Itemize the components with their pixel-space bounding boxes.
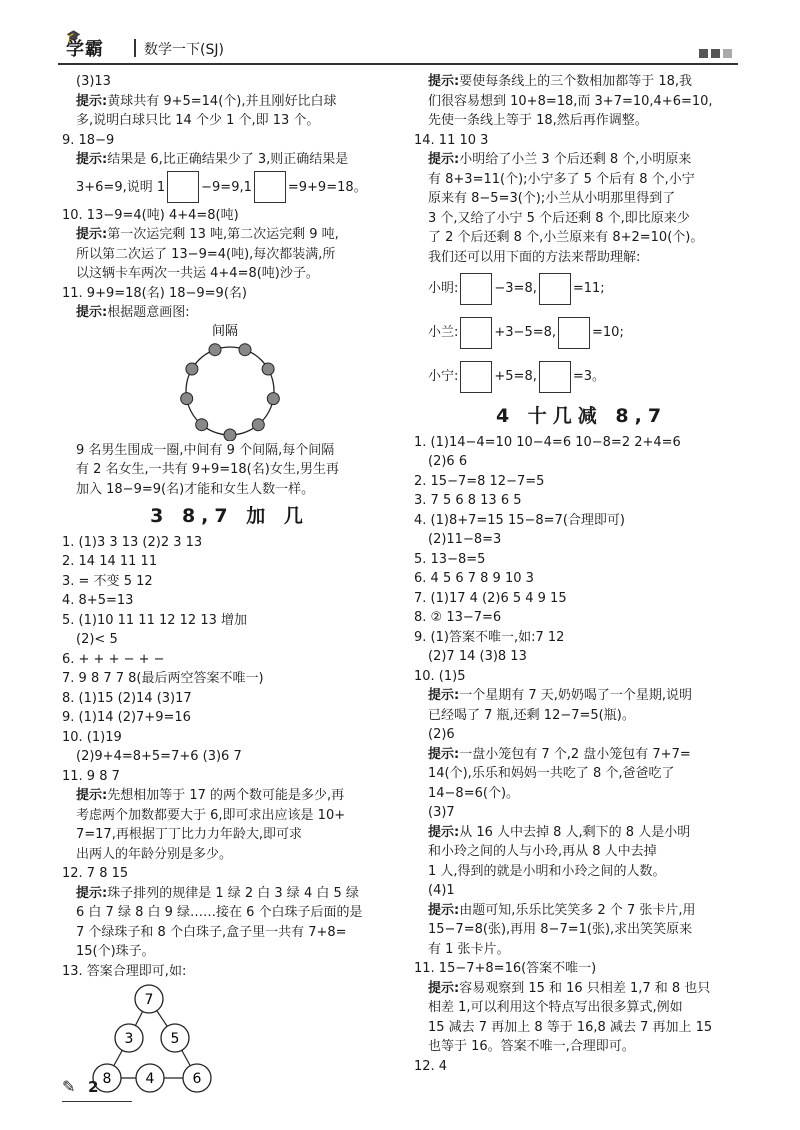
answer-line: 3. = 不变 5 12: [62, 573, 153, 589]
text-line: 加入 18−9=9(名)才能和女生人数一样。: [76, 481, 315, 497]
answer-line: 12. 4: [414, 1058, 448, 1074]
text-line: 有 2 名女生,一共有 9+9=18(名)女生,男生再: [76, 462, 339, 477]
answer-line: 9. (1)答案不唯一,如:7 12: [414, 629, 565, 645]
answer-line: 2. 14 14 11 11: [62, 554, 158, 569]
equation-text: −3=8,: [494, 281, 537, 296]
answer-line: 10. (1)19: [62, 729, 122, 745]
graduation-cap-icon: 🎓: [66, 29, 81, 43]
section-title: 4 十几减 8,7: [495, 405, 668, 427]
hint-label: 提示:: [76, 93, 108, 109]
hint-text: 们很容易想到 10+8=18,而 3+7=10,4+6=10,: [428, 93, 713, 109]
hint-text: −9=9,1: [201, 179, 252, 195]
blank-box: [460, 361, 492, 393]
hint-line: [62, 786, 397, 806]
hint-text: 6 白 7 绿 8 白 9 绿……接在 6 个白珠子后面的是: [76, 905, 363, 920]
hint-line: [414, 72, 749, 92]
hint-text: 1 人,得到的就是小明和小玲之间的人数。: [428, 863, 666, 879]
equation-text: =10;: [592, 325, 624, 340]
blank-box: [460, 317, 492, 349]
hint-line: [414, 150, 749, 170]
hint-text: 3 个,又给了小宁 5 个后还剩 8 个,即比原来少: [428, 210, 690, 226]
answer-line: (2)7 14 (3)8 13: [428, 649, 527, 664]
boy-dot: [196, 418, 208, 430]
boy-dot: [252, 418, 264, 430]
square-icon: [711, 49, 720, 58]
hint-text: 结果是 6,比正确结果少了 3,则正确结果是: [107, 152, 349, 167]
answer-line: 11. 9+9=18(名) 18−9=9(名): [62, 285, 247, 301]
answer-line: 4. (1)8+7=15 15−8=7(合理即可): [414, 512, 625, 528]
hint-text: 相差 1,可以利用这个特点写出很多算式,例如: [428, 1000, 683, 1015]
hint-label: 提示:: [76, 885, 108, 901]
hint-line: [62, 225, 397, 245]
hint-label: 提示:: [428, 688, 460, 703]
hint-label: 提示:: [428, 824, 460, 840]
pencil-icon: ✎: [62, 1077, 76, 1096]
answer-line: (3)7: [428, 805, 455, 820]
blank-box: [460, 273, 492, 305]
hint-text: 根据题意画图:: [107, 305, 190, 320]
answer-line: (2)6 6: [428, 454, 468, 469]
hint-line: [62, 303, 397, 323]
answer-line: 1. (1)3 3 13 (2)2 3 13: [62, 534, 203, 550]
boy-dot: [224, 429, 236, 441]
equation-label: 小明:: [428, 281, 459, 296]
boy-dot: [181, 392, 193, 404]
hint-text: 出两人的年龄分别是多少。: [76, 846, 233, 862]
hint-text: 先使一条线上等于 18,然后再作调整。: [428, 113, 648, 128]
answer-line: 13. 答案合理即可,如:: [62, 963, 187, 979]
hint-text: 小明给了小兰 3 个后还剩 8 个,小明原来: [459, 152, 692, 167]
answer-line: 1. (1)14−4=10 10−4=6 10−8=2 2+4=6: [414, 434, 681, 450]
equation-text: +5=8,: [494, 369, 537, 384]
svg-text:6: 6: [192, 1071, 202, 1087]
equation-label: 小宁:: [428, 369, 459, 384]
answer-line: 12. 7 8 15: [62, 866, 129, 881]
hint-line: [62, 92, 397, 112]
hint-text: 14(个),乐乐和妈妈一共吃了 8 个,爸爸吃了: [428, 766, 675, 781]
box-equation: [414, 355, 749, 399]
answer-line: 9. 18−9: [62, 132, 115, 148]
blank-box: [558, 317, 590, 349]
blank-box: [539, 361, 571, 393]
hint-box-line: [62, 170, 397, 206]
boy-dot: [262, 363, 274, 375]
hint-text: 也等于 16。答案不唯一,合理即可。: [428, 1039, 635, 1054]
hint-text: 我们还可以用下面的方法来帮助理解:: [428, 249, 641, 265]
hint-text: 容易观察到 15 和 16 只相差 1,7 和 8 也只: [459, 980, 711, 996]
hint-text: 有 8+3=11(个);小宁多了 5 个后有 8 个,小宁: [428, 171, 695, 187]
answer-line: 7. (1)17 4 (2)6 5 4 9 15: [414, 590, 567, 606]
boy-dots: [181, 343, 280, 440]
answer-line: 11. 9 8 7: [62, 768, 120, 784]
hint-line: [62, 884, 397, 904]
node-mid-left: [115, 1024, 143, 1052]
hint-line: [414, 745, 749, 765]
right-column: [414, 72, 749, 1076]
box-equation: [414, 267, 749, 311]
answer-line: 3. 7 5 6 8 13 6 5: [414, 493, 522, 508]
hint-text: 先想相加等于 17 的两个数可能是多少,再: [107, 788, 345, 803]
hint-line: [414, 979, 749, 999]
hint-line: [414, 823, 749, 843]
hint-text: 多,说明白球只比 14 个少 1 个,即 13 个。: [76, 113, 320, 128]
hint-text: 珠子排列的规律是 1 绿 2 白 3 绿 4 白 5 绿: [107, 885, 359, 901]
square-icon: [699, 49, 708, 58]
equation-label: 小兰:: [428, 325, 459, 340]
answer-line: 5. 13−8=5: [414, 551, 486, 567]
hint-label: 提示:: [428, 74, 460, 89]
answer-line: (4)1: [428, 883, 455, 898]
answer-line: 10. (1)5: [414, 668, 466, 684]
hint-text: 一个星期有 7 天,奶奶喝了一个星期,说明: [459, 688, 693, 703]
text-line: 9 名男生围成一圈,中间有 9 个间隔,每个间隔: [76, 442, 335, 458]
hint-text: 由题可知,乐乐比笑笑多 2 个 7 张卡片,用: [459, 902, 696, 918]
page-footer: [62, 1077, 142, 1101]
hint-label: 提示:: [428, 980, 460, 996]
hint-text: 15(个)珠子。: [76, 944, 155, 959]
hint-label: 提示:: [428, 902, 460, 918]
hint-text: 15−7=8(张),再用 8−7=1(张),求出笑笑原来: [428, 922, 693, 937]
figure-label: 间隔: [211, 323, 239, 339]
svg-text:5: 5: [170, 1031, 180, 1047]
header-divider: [134, 39, 136, 57]
answer-line: 8. (1)15 (2)14 (3)17: [62, 690, 192, 706]
blank-box: [254, 171, 286, 203]
box-equation: [414, 311, 749, 355]
left-column: [62, 72, 397, 1111]
hint-label: 提示:: [76, 788, 108, 803]
square-icon: [723, 49, 732, 58]
equation-text: =3。: [572, 369, 606, 384]
hint-text: 7=17,再根据丁丁比力力年龄大,即可求: [76, 827, 302, 842]
svg-text:4: 4: [145, 1071, 155, 1087]
header-squares: [696, 43, 732, 62]
hint-text: 15 减去 7 再加上 8 等于 16,8 减去 7 再加上 15: [428, 1019, 713, 1035]
answer-line: 11. 15−7+8=16(答案不唯一): [414, 961, 597, 976]
hint-text: 已经喝了 7 瓶,还剩 12−7=5(瓶)。: [428, 707, 635, 723]
hint-text: 黄球共有 9+5=14(个),并且刚好比白球: [107, 93, 337, 109]
answer-line: (2)6: [428, 727, 455, 742]
hint-line: [414, 901, 749, 921]
hint-text: 14−8=6(个)。: [428, 785, 520, 801]
answer-line: 6. 4 5 6 7 8 9 10 3: [414, 571, 534, 586]
hint-text: 所以第二次运了 13−9=4(吨),每次都装满,所: [76, 246, 336, 262]
boy-dot: [186, 363, 198, 375]
svg-text:7: 7: [144, 992, 154, 1008]
answer-line: 10. 13−9=4(吨) 4+4=8(吨): [62, 207, 239, 223]
subject-title: 数学一下(SJ): [144, 42, 224, 58]
circle-diagram: [62, 323, 397, 441]
hint-text: 以这辆卡车两次一共运 4+4=8(吨)沙子。: [76, 266, 319, 281]
node-bottom-right: [183, 1064, 211, 1092]
equation-text: +3−5=8,: [494, 325, 557, 340]
circle-figure: [62, 323, 397, 441]
header-rule: [58, 63, 738, 65]
page-header: [58, 29, 738, 65]
hint-text: 要使每条线上的三个数相加都等于 18,我: [459, 74, 693, 89]
hint-text: 了 2 个后还剩 8 个,小兰原来有 8+2=10(个)。: [428, 230, 704, 245]
answer-line: 8. ② 13−7=6: [414, 610, 502, 625]
hint-text: 3+6=9,说明 1: [76, 179, 166, 195]
node-mid-right: [161, 1024, 189, 1052]
brand-logo: 学霸: [66, 39, 104, 60]
hint-label: 提示:: [76, 305, 108, 320]
hint-text: 有 1 张卡片。: [428, 941, 510, 957]
hint-text: 从 16 人中去掉 8 人,剩下的 8 人是小明: [459, 824, 691, 840]
hint-text: =9+9=18。: [287, 179, 367, 195]
equation-text: =11;: [572, 281, 605, 296]
hint-text: 原来有 8−5=3(个);小兰从小明那里得到了: [428, 191, 676, 206]
svg-text:3: 3: [124, 1031, 134, 1047]
answer-line: (2)11−8=3: [428, 532, 502, 547]
answer-line: (2)9+4=8+5=7+6 (3)6 7: [76, 749, 242, 764]
answer-line: 2. 15−7=8 12−7=5: [414, 473, 545, 489]
boy-dot: [209, 343, 221, 355]
hint-text: 一盘小笼包有 7 个,2 盘小笼包有 7+7=: [459, 746, 691, 762]
boy-dot: [267, 392, 279, 404]
hint-line: [414, 686, 749, 706]
footer-rule: [62, 1101, 132, 1102]
hint-text: 7 个绿珠子和 8 个白珠子,盒子里一共有 7+8=: [76, 924, 347, 940]
svg-text:8: 8: [102, 1071, 112, 1087]
section-title: 3 8,7 加 几: [150, 505, 309, 527]
hint-label: 提示:: [428, 746, 460, 762]
hint-text: 第一次运完剩 13 吨,第二次运完剩 9 吨,: [107, 227, 339, 242]
answer-line: 6. + + + − + −: [62, 651, 165, 667]
blank-box: [167, 171, 199, 203]
blank-box: [539, 273, 571, 305]
hint-text: 考虑两个加数都要大于 6,即可求出应该是 10+: [76, 807, 346, 823]
hint-label: 提示:: [76, 227, 108, 242]
answer-line: 14. 11 10 3: [414, 132, 489, 148]
hint-line: [62, 150, 397, 170]
answer-line: (2)< 5: [76, 632, 118, 647]
node-top: [135, 985, 163, 1013]
page-number: 2: [88, 1078, 99, 1096]
boy-dot: [239, 343, 251, 355]
hint-label: 提示:: [76, 152, 108, 167]
answer-line: 7. 9 8 7 7 8(最后两空答案不唯一): [62, 671, 264, 686]
answer-line: 5. (1)10 11 11 12 12 13 增加: [62, 612, 247, 628]
hint-text: 和小玲之间的人与小玲,再从 8 人中去掉: [428, 844, 657, 859]
answer-line: 9. (1)14 (2)7+9=16: [62, 710, 191, 725]
hint-label: 提示:: [428, 152, 460, 167]
answer-line: 4. 8+5=13: [62, 593, 134, 608]
answer-line: (3)13: [76, 74, 111, 89]
